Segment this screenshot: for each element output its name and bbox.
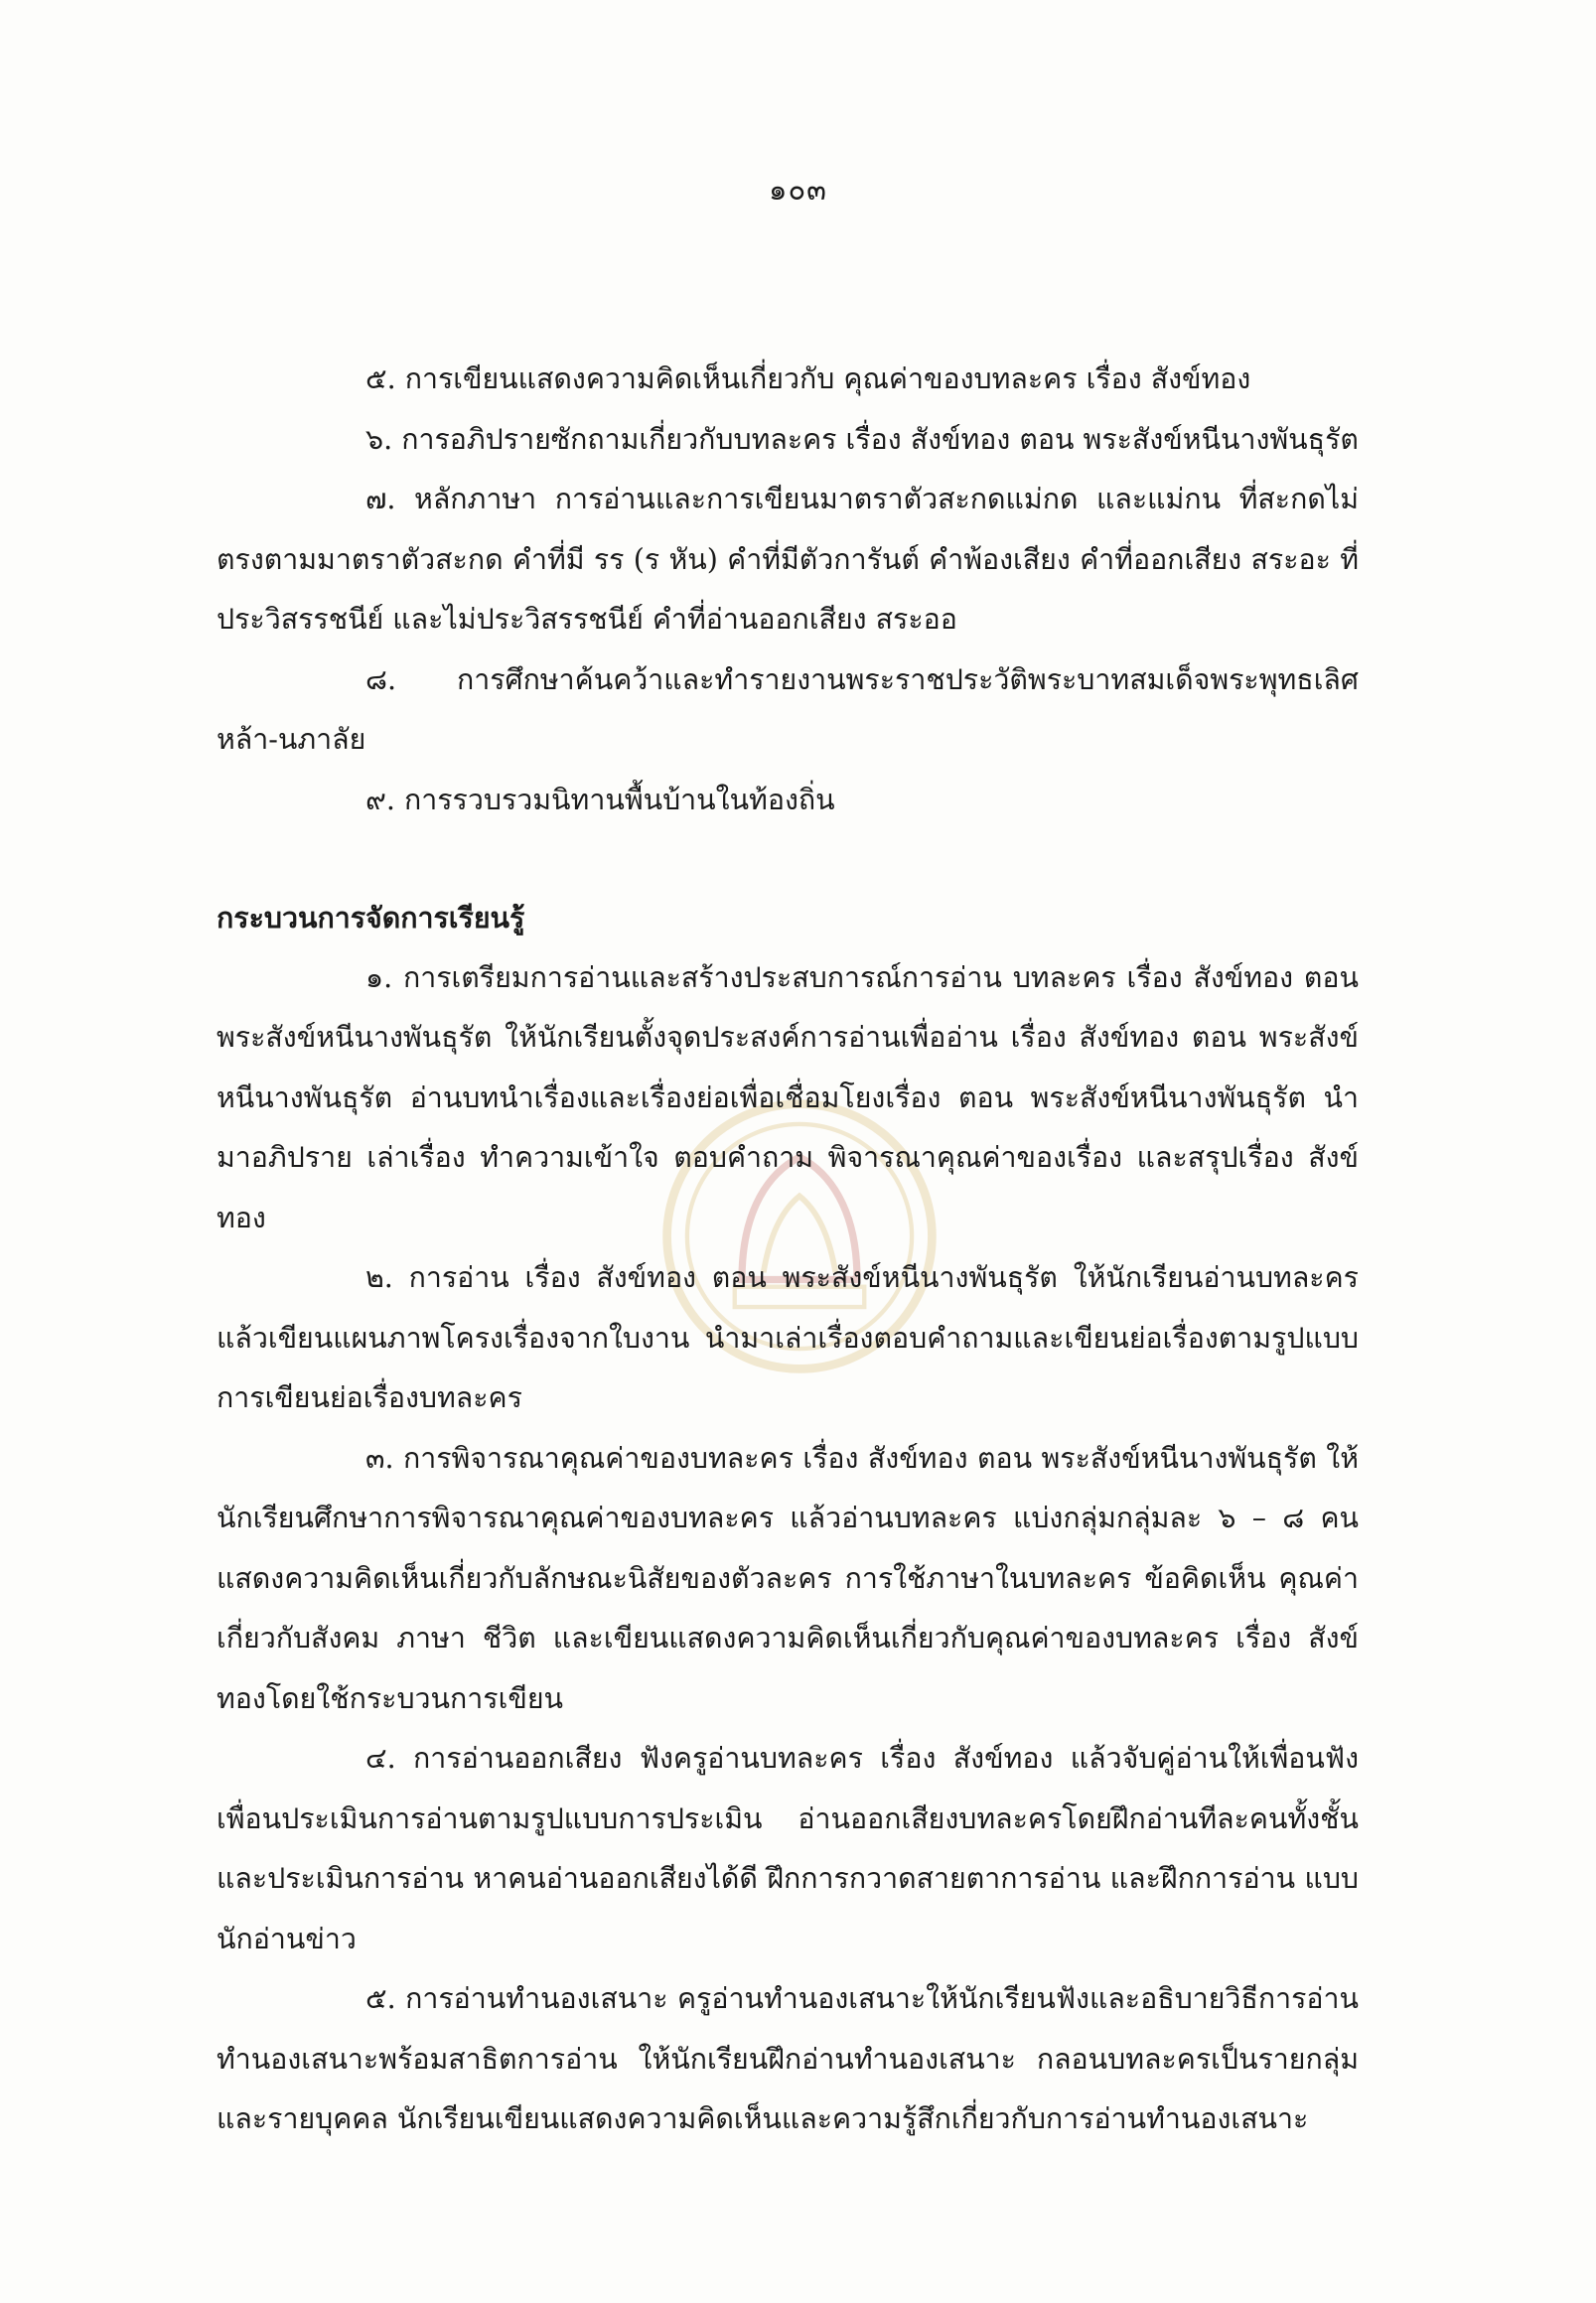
process-item-4: ๔. การอ่านออกเสียง ฟังครูอ่านบทละคร เรื่อง สังข์ทอง แล้วจับคู่อ่านให้เพื่อนฟัง เพื่อนประเมินการอ่านตามรูปแบบการประเมิน อ่านออกเสียงบทละครโดยฝึกอ่านทีละคนทั้งชั้น และประเมินการอ่าน หาคนอ่านออกเสียงได้ดี ฝึกการกวาดสายตาการอ่าน และฝึกการอ่าน แบบนักอ่านข่าว xyxy=(217,1742,1359,1955)
process-item-5: ๕. การอ่านทำนองเสนาะ ครูอ่านทำนองเสนาะให้นักเรียนฟังและอธิบายวิธีการอ่าน ทำนองเสนาะพร้อมสาธิตการอ่าน ให้นักเรียนฝึกอ่านทำนองเสนาะ กลอนบทละครเป็นรายกลุ่ม และรายบุคคล นักเรียนเขียนแสดงความคิดเห็นและความรู้สึกเกี่ยวกับการอ่านทำนองเสนาะ xyxy=(217,1982,1359,2135)
process-item-1: ๑. การเตรียมการอ่านและสร้างประสบการณ์การอ่าน บทละคร เรื่อง สังข์ทอง ตอน พระสังข์หนีนางพันธุรัต ให้นักเรียนตั้งจุดประสงค์การอ่านเพื่ออ่าน เรื่อง สังข์ทอง ตอน พระสังข์หนีนางพันธุรัต อ่านบทนำเรื่องและเรื่องย่อเพื่อเชื่อมโยงเรื่อง ตอน พระสังข์หนีนางพันธุรัต นำมาอภิปราย เล่าเรื่อง ทำความเข้าใจ ตอบคำถาม พิจารณาคุณค่าของเรื่อง และสรุปเรื่อง สังข์ทอง xyxy=(217,960,1359,1234)
intro-item-8: ๘. การศึกษาค้นคว้าและทำรายงานพระราชประวัติพระบาทสมเด็จพระพุทธเลิศหล้า-นภาลัย xyxy=(217,662,1359,756)
process-item-2: ๒. การอ่าน เรื่อง สังข์ทอง ตอน พระสังข์หนีนางพันธุรัต ให้นักเรียนอ่านบทละคร แล้วเขียนแผนภาพโครงเรื่องจากใบงาน นำมาเล่าเรื่องตอบคำถามและเขียนย่อเรื่องตามรูปแบบ การเขียนย่อเรื่องบทละคร xyxy=(217,1261,1359,1414)
intro-item-7: ๗. หลักภาษา การอ่านและการเขียนมาตราตัวสะกดแม่กด และแม่กน ที่สะกดไม่ตรงตามมาตราตัวสะกด คำที่มี รร (ร หัน) คำที่มีตัวการันต์ คำพ้องเสียง คำที่ออกเสียง สระอะ ที่ประวิสรรชนีย์ และไม่ประวิสรรชนีย์ คำที่อ่านออกเสียง สระออ xyxy=(217,483,1359,636)
document-body xyxy=(217,350,1359,2150)
section-heading: กระบวนการจัดการเรียนรู้ xyxy=(217,901,525,935)
intro-item-9: ๙. การรวบรวมนิทานพื้นบ้านในท้องถิ่น xyxy=(365,783,835,816)
intro-item-5: ๕. การเขียนแสดงความคิดเห็นเกี่ยวกับ คุณค่าของบทละคร เรื่อง สังข์ทอง xyxy=(365,362,1251,395)
page-number: ๑๐๓ xyxy=(769,173,827,207)
intro-item-6: ๖. การอภิปรายซักถามเกี่ยวกับบทละคร เรื่อง สังข์ทอง ตอน พระสังข์หนีนางพันธุรัต xyxy=(365,422,1359,456)
process-item-3: ๓. การพิจารณาคุณค่าของบทละคร เรื่อง สังข์ทอง ตอน พระสังข์หนีนางพันธุรัต ให้นักเรียนศึกษาการพิจารณาคุณค่าของบทละคร แล้วอ่านบทละคร แบ่งกลุ่มกลุ่มละ ๖ – ๘ คน แสดงความคิดเห็นเกี่ยวกับลักษณะนิสัยของตัวละคร การใช้ภาษาในบทละคร ข้อคิดเห็น คุณค่าเกี่ยวกับสังคม ภาษา ชีวิต และเขียนแสดงความคิดเห็นเกี่ยวกับคุณค่าของบทละคร เรื่อง สังข์ทองโดยใช้กระบวนการเขียน xyxy=(217,1441,1359,1715)
